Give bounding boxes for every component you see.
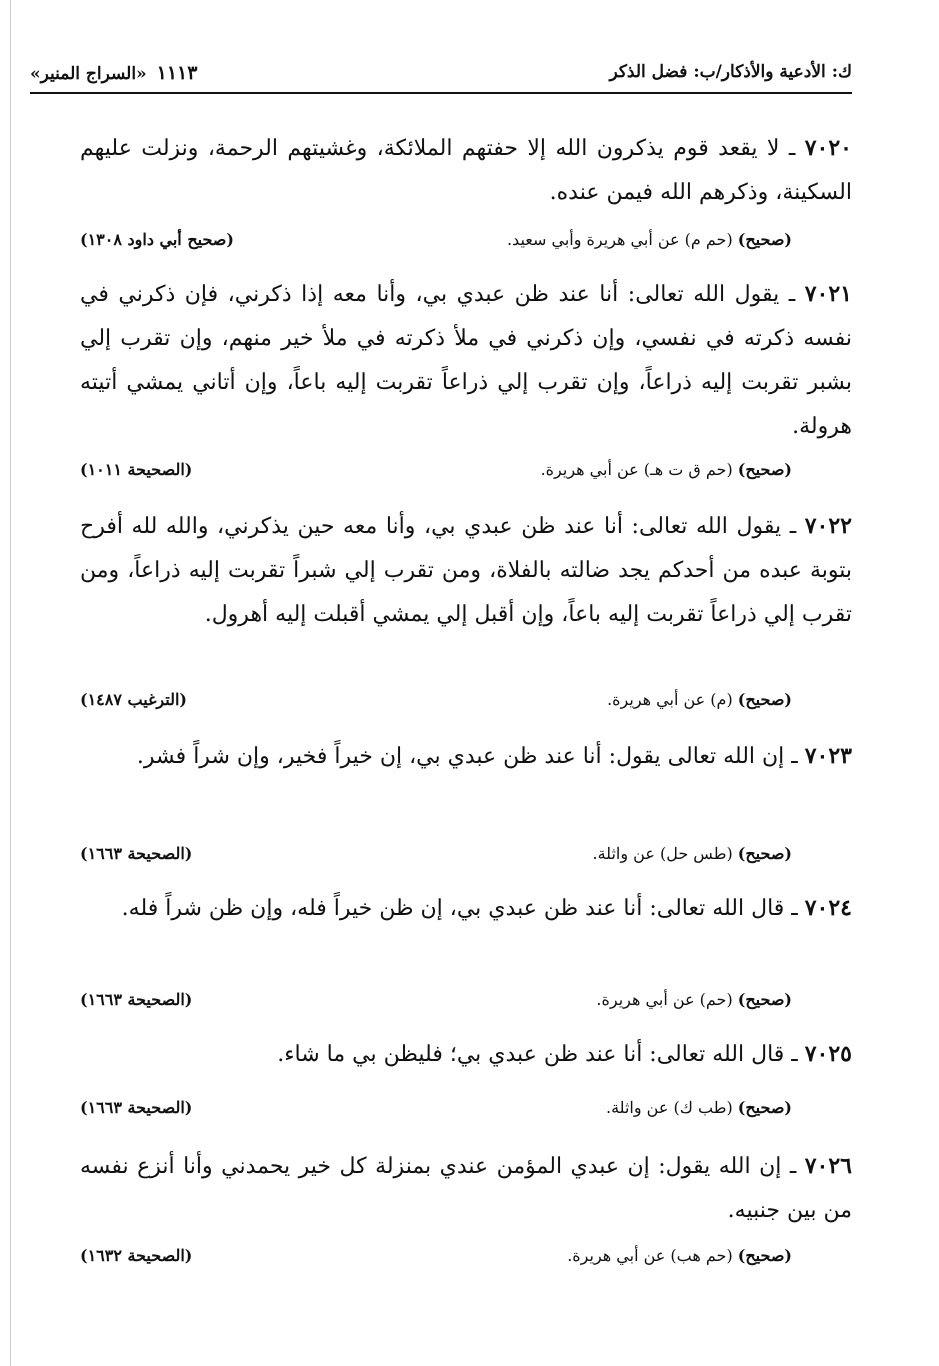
- hadith-reference: (الصحيحة ١٦٦٣): [80, 1098, 193, 1117]
- chapter-title: ك: الأدعية والأذكار/ب: فضل الذكر: [609, 62, 852, 82]
- hadith-source: (حم ق ت هـ) عن أبي هريرة.: [540, 460, 733, 479]
- hadith-grade-and-source: [592, 844, 792, 863]
- hadith-grade: (صحيح): [737, 1246, 792, 1265]
- hadith-grade-and-source: [541, 460, 792, 479]
- hadith-source-line: [80, 990, 852, 1016]
- header-rule: [30, 92, 852, 94]
- hadith-reference: (الترغيب ١٤٨٧): [80, 690, 187, 709]
- hadith-source-line: [80, 1246, 852, 1272]
- hadith-number: ٧٠٢٢: [804, 513, 852, 539]
- hadith-source: (م) عن أبي هريرة.: [607, 690, 733, 709]
- hadith-source: (حم) عن أبي هريرة.: [596, 990, 733, 1009]
- hadith-source-line: [80, 230, 852, 256]
- hadith-entry: ٧٠٢٦ ـ إن الله يقول: إن عبدي المؤمن عندي بمنزلة كل خير يحمدني وأنا أنزع نفسه من بين جنبيه.: [80, 1153, 852, 1223]
- hadith-grade: (صحيح): [737, 230, 792, 249]
- hadith-source-line: [80, 1098, 852, 1124]
- hadith-number: ٧٠٢٣: [804, 743, 852, 769]
- book-title: «السراج المنير»: [30, 64, 147, 84]
- hadith-entry: ٧٠٢٥ ـ قال الله تعالى: أنا عند ظن عبدي بي؛ فليظن بي ما شاء.: [277, 1041, 852, 1067]
- hadith-text: إن الله يقول: إن عبدي المؤمن عندي بمنزلة كل خير يحمدني وأنا أنزع نفسه من بين جنبيه.: [80, 1154, 852, 1223]
- hadith-grade-and-source: [567, 1246, 792, 1265]
- hadith-text: قال الله تعالى: أنا عند ظن عبدي بي، إن ظن خيراً فله، وإن ظن شراً فله.: [121, 896, 785, 921]
- hadith-grade-and-source: [606, 1098, 792, 1117]
- hadith-entry: ٧٠٢١ ـ يقول الله تعالى: أنا عند ظن عبدي بي، وأنا معه إذا ذكرني، فإن ذكرني في نفسه ذكرته في نفسي، وإن ذكرني في ملأ ذكرته في ملأ خير منهم، وإن تقرب إلي بشبر تقربت إليه ذراعاً، وإن تقرب إلي ذراعاً تقربت إليه باعاً، وإن أتاني يمشي أتيته هرولة.: [80, 281, 852, 439]
- hadith-text: يقول الله تعالى: أنا عند ظن عبدي بي، وأنا معه إذا ذكرني، فإن ذكرني في نفسه ذكرته في نفسي، وإن ذكرني في ملأ ذكرته في ملأ خير منهم، وإن تقرب إلي بشبر تقربت إليه ذراعاً، وإن تقرب إلي ذراعاً تقربت إليه باعاً، وإن أتاني يمشي أتيته هرولة.: [80, 282, 852, 439]
- hadith-entry: ٧٠٢٠ ـ لا يقعد قوم يذكرون الله إلا حفتهم الملائكة، وغشيتهم الرحمة، ونزلت عليهم السكينة، وذكرهم الله فيمن عنده.: [80, 135, 852, 205]
- hadith-text: قال الله تعالى: أنا عند ظن عبدي بي؛ فليظن بي ما شاء.: [277, 1042, 785, 1067]
- hadith-grade: (صحيح): [737, 1098, 792, 1117]
- hadith-text: إن الله تعالى يقول: أنا عند ظن عبدي بي، إن خيراً فخير، وإن شراً فشر.: [136, 744, 785, 769]
- hadith-source-line: [80, 690, 852, 716]
- hadith-reference: (الصحيحة ١٦٣٢): [80, 1246, 193, 1265]
- hadith-source-line: [80, 460, 852, 486]
- scan-margin-line: [10, 0, 11, 1366]
- hadith-number: ٧٠٢٥: [804, 1041, 852, 1067]
- hadith-grade: (صحيح): [737, 690, 792, 709]
- hadith-reference: (الصحيحة ١٠١١): [80, 460, 193, 479]
- hadith-grade-and-source: [607, 690, 792, 709]
- page-number: ١١١٣: [156, 62, 198, 84]
- hadith-source: (طب ك) عن واثلة.: [606, 1098, 733, 1117]
- running-header: [30, 58, 852, 98]
- hadith-text: لا يقعد قوم يذكرون الله إلا حفتهم الملائكة، وغشيتهم الرحمة، ونزلت عليهم السكينة، وذكرهم الله فيمن عنده.: [80, 136, 852, 205]
- book-title-and-page: [30, 62, 197, 84]
- hadith-grade-and-source: [596, 990, 792, 1009]
- hadith-source: (حم هب) عن أبي هريرة.: [567, 1246, 733, 1265]
- hadith-number: ٧٠٢٦: [804, 1153, 852, 1179]
- hadith-text: يقول الله تعالى: أنا عند ظن عبدي بي، وأنا معه حين يذكرني، والله لله أفرح بتوبة عبده من أحدكم يجد ضالته بالفلاة، ومن تقرب إلي شبراً تقربت إليه ذراعاً، ومن تقرب إلي ذراعاً تقربت إليه باعاً، وإن أقبل إلي يمشي أقبلت إليه أهرول.: [80, 514, 852, 627]
- hadith-grade: (صحيح): [737, 460, 792, 479]
- hadith-grade: (صحيح): [737, 844, 792, 863]
- hadith-entry: ٧٠٢٢ ـ يقول الله تعالى: أنا عند ظن عبدي بي، وأنا معه حين يذكرني، والله لله أفرح بتوبة عبده من أحدكم يجد ضالته بالفلاة، ومن تقرب إلي شبراً تقربت إليه ذراعاً، ومن تقرب إلي ذراعاً تقربت إليه باعاً، وإن أقبل إلي يمشي أقبلت إليه أهرول.: [80, 513, 852, 627]
- hadith-entry: ٧٠٢٣ ـ إن الله تعالى يقول: أنا عند ظن عبدي بي، إن خيراً فخير، وإن شراً فشر.: [136, 743, 852, 769]
- hadith-reference: (الصحيحة ١٦٦٣): [80, 990, 193, 1009]
- hadith-number: ٧٠٢٤: [804, 895, 852, 921]
- hadith-grade-and-source: [507, 230, 792, 249]
- hadith-number: ٧٠٢٠: [804, 135, 852, 161]
- hadith-grade: (صحيح): [737, 990, 792, 1009]
- hadith-source: (طس حل) عن واثلة.: [592, 844, 733, 863]
- hadith-number: ٧٠٢١: [804, 281, 852, 307]
- hadith-source: (حم م) عن أبي هريرة وأبي سعيد.: [506, 230, 733, 249]
- hadith-reference: (الصحيحة ١٦٦٣): [80, 844, 193, 863]
- hadith-source-line: [80, 844, 852, 870]
- hadith-reference: (صحيح أبي داود ١٣٠٨): [80, 230, 234, 249]
- hadith-entry: ٧٠٢٤ ـ قال الله تعالى: أنا عند ظن عبدي بي، إن ظن خيراً فله، وإن ظن شراً فله.: [121, 895, 852, 921]
